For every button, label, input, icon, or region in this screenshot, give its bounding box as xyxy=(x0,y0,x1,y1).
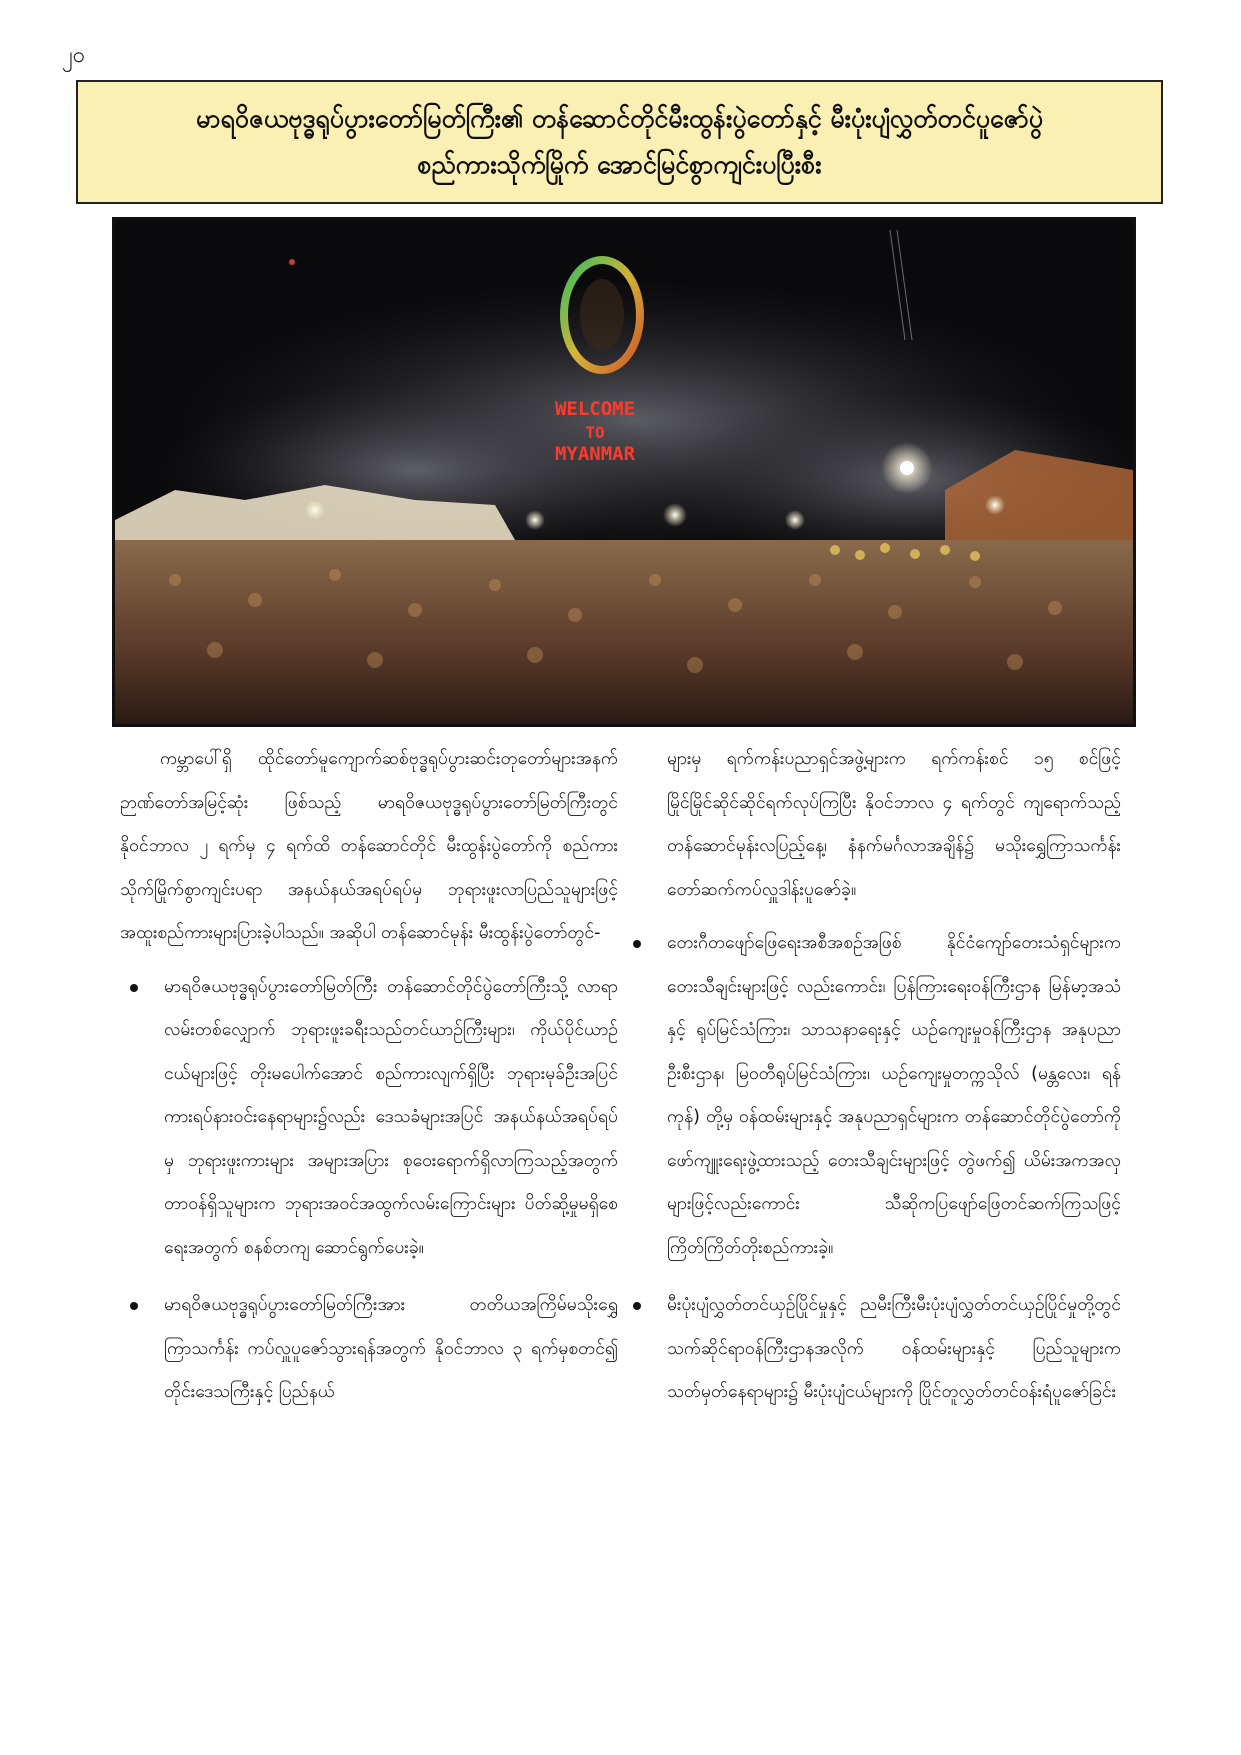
right-column xyxy=(623,738,1121,1429)
festival-photo-illustration xyxy=(115,220,1133,724)
left-column xyxy=(120,738,618,1429)
headline-line-2: စည်ကားသိုက်မြိုက် အောင်မြင်စွာကျင်းပပြီးစီး xyxy=(417,150,822,179)
bullet-icon xyxy=(633,1302,641,1310)
bullet-icon xyxy=(633,940,641,948)
festival-photo xyxy=(112,217,1136,727)
bullet-icon xyxy=(130,1302,138,1310)
left-bullet-list xyxy=(120,966,618,1415)
continuation-paragraph: များမှ ရက်ကန်းပညာရှင်အဖွဲ့များက ရက်ကန်းစင် ၁၅ စင်ဖြင့် မြိုင်မြိုင်ဆိုင်ဆိုင်ရက်လုပ်ကြပြီး နိုဝင်ဘာလ ၄ ရက်တွင် ကျရောက်သည့် တန်ဆောင်မုန်းလပြည့်နေ့၊ နံနက်မင်္ဂလာအချိန်၌ မသိုးရွှေကြာသင်္ကန်းတော်ဆက်ကပ်လှူဒါန်းပူဇော်ခဲ့။ xyxy=(667,749,1121,900)
list-item xyxy=(623,922,1121,1270)
bullet-text: မီးပုံးပျံလွှတ်တင်ယှဉ်ပြိုင်မှုနှင့် ညမီးကြီးမီးပုံးပျံလွှတ်တင်ယှဉ်ပြိုင်မှုတို့တွင် သက်ဆိုင်ရာဝန်ကြီးဌာနအလိုက် ဝန်ထမ်းများနှင့် ပြည်သူများက သတ်မှတ်နေရာများ၌ မီးပုံးပျံငယ်များကို ပြိုင်တူလွှတ်တင်ဝန်းရံပူဇော်ခြင်း xyxy=(667,1295,1121,1402)
intro-paragraph: ကမ္ဘာပေါ်ရှိ ထိုင်တော်မူကျောက်ဆစ်ဗုဒ္ဓရုပ်ပွားဆင်းတုတော်များအနက် ဉာဏ်တော်အမြင့်ဆုံး ဖြစ်သည့် မာရဝိဇယဗုဒ္ဓရုပ်ပွားတော်မြတ်ကြီးတွင် နိုဝင်ဘာလ ၂ ရက်မှ ၄ ရက်ထိ တန်ဆောင်တိုင် မီးထွန်းပွဲတော်ကို စည်ကားသိုက်မြိုက်စွာကျင်းပရာ အနယ်နယ်အရပ်ရပ်မှ ဘုရားဖူးလာပြည်သူများဖြင့် အထူးစည်ကားများပြားခဲ့ပါသည်။ အဆိုပါ တန်ဆောင်မုန်း မီးထွန်းပွဲတော်တွင်- xyxy=(120,749,618,943)
list-item xyxy=(623,1284,1121,1415)
headline-line-1: မာရဝိဇယဗုဒ္ဓရုပ်ပွားတော်မြတ်ကြီး၏ တန်ဆောင်တိုင်မီးထွန်းပွဲတော်နှင့် မီးပုံးပျံလွှတ်တင်ပူဇော်ပွဲ xyxy=(196,104,1043,133)
bullet-text: တေးဂီတဖျော်ဖြေရေးအစီအစဉ်အဖြစ် နိုင်ငံကျော်တေးသံရှင်များက တေးသီချင်းများဖြင့် လည်းကောင်း၊ ပြန်ကြားရေးဝန်ကြီးဌာန မြန်မာ့အသံနှင့် ရုပ်မြင်သံကြား၊ သာသနာရေးနှင့် ယဉ်ကျေးမှုဝန်ကြီးဌာန အနုပညာဦးစီးဌာန၊ မြဝတီရုပ်မြင်သံကြား၊ ယဉ်ကျေးမှုတက္ကသိုလ် (မန္တလေး၊ ရန်ကုန်) တို့မှ ဝန်ထမ်းများနှင့် အနုပညာရှင်များက တန်ဆောင်တိုင်ပွဲတော်ကို ဖော်ကျူးရေးဖွဲ့ထားသည့် တေးသီချင်းများဖြင့် တွဲဖက်၍ ယိမ်းအကအလှများဖြင့်လည်းကောင်း သီဆိုကပြဖျော်ဖြေတင်ဆက်ကြသဖြင့် ကြိတ်ကြိတ်တိုးစည်ကားခဲ့။ xyxy=(667,933,1121,1258)
list-item xyxy=(120,966,618,1271)
bullet-text: မာရဝိဇယဗုဒ္ဓရုပ်ပွားတော်မြတ်ကြီး တန်ဆောင်တိုင်ပွဲတော်ကြီးသို့ လာရာလမ်းတစ်လျှောက် ဘုရားဖူးခရီးသည်တင်ယာဉ်ကြီးများ၊ ကိုယ်ပိုင်ယာဉ်ငယ်များဖြင့် တိုးမပေါက်အောင် စည်ကားလျက်ရှိပြီး ဘုရားမုခ်ဦးအပြင် ကားရပ်နားဝင်းနေရာများ၌လည်း ဒေသခံများအပြင် အနယ်နယ်အရပ်ရပ်မှ ဘုရားဖူးကားများ အများအပြား စုဝေးရောက်ရှိလာကြသည့်အတွက် တာဝန်ရှိသူများက ဘုရားအဝင်အထွက်လမ်းကြောင်းများ ပိတ်ဆို့မှုမရှိစေရေးအတွက် စနစ်တကျ ဆောင်ရွက်ပေးခဲ့။ xyxy=(164,976,618,1258)
bullet-icon xyxy=(130,984,138,992)
bullet-text: မာရဝိဇယဗုဒ္ဓရုပ်ပွားတော်မြတ်ကြီးအား တတိယအကြိမ်မသိုးရွှေကြာသင်္ကန်း ကပ်လှူပူဇော်သွားရန်အတွက် နိုဝင်ဘာလ ၃ ရက်မှစတင်၍ တိုင်းဒေသကြီးနှင့် ပြည်နယ် xyxy=(164,1295,618,1402)
headline-box xyxy=(76,80,1163,204)
list-item xyxy=(120,1284,618,1415)
sign-line-2: TO xyxy=(585,423,605,442)
page-number: ၂၀ xyxy=(62,43,86,68)
sign-line-3: MYANMAR xyxy=(554,443,636,465)
right-bullet-list xyxy=(623,922,1121,1415)
sign-line-1: WELCOME xyxy=(554,398,636,420)
